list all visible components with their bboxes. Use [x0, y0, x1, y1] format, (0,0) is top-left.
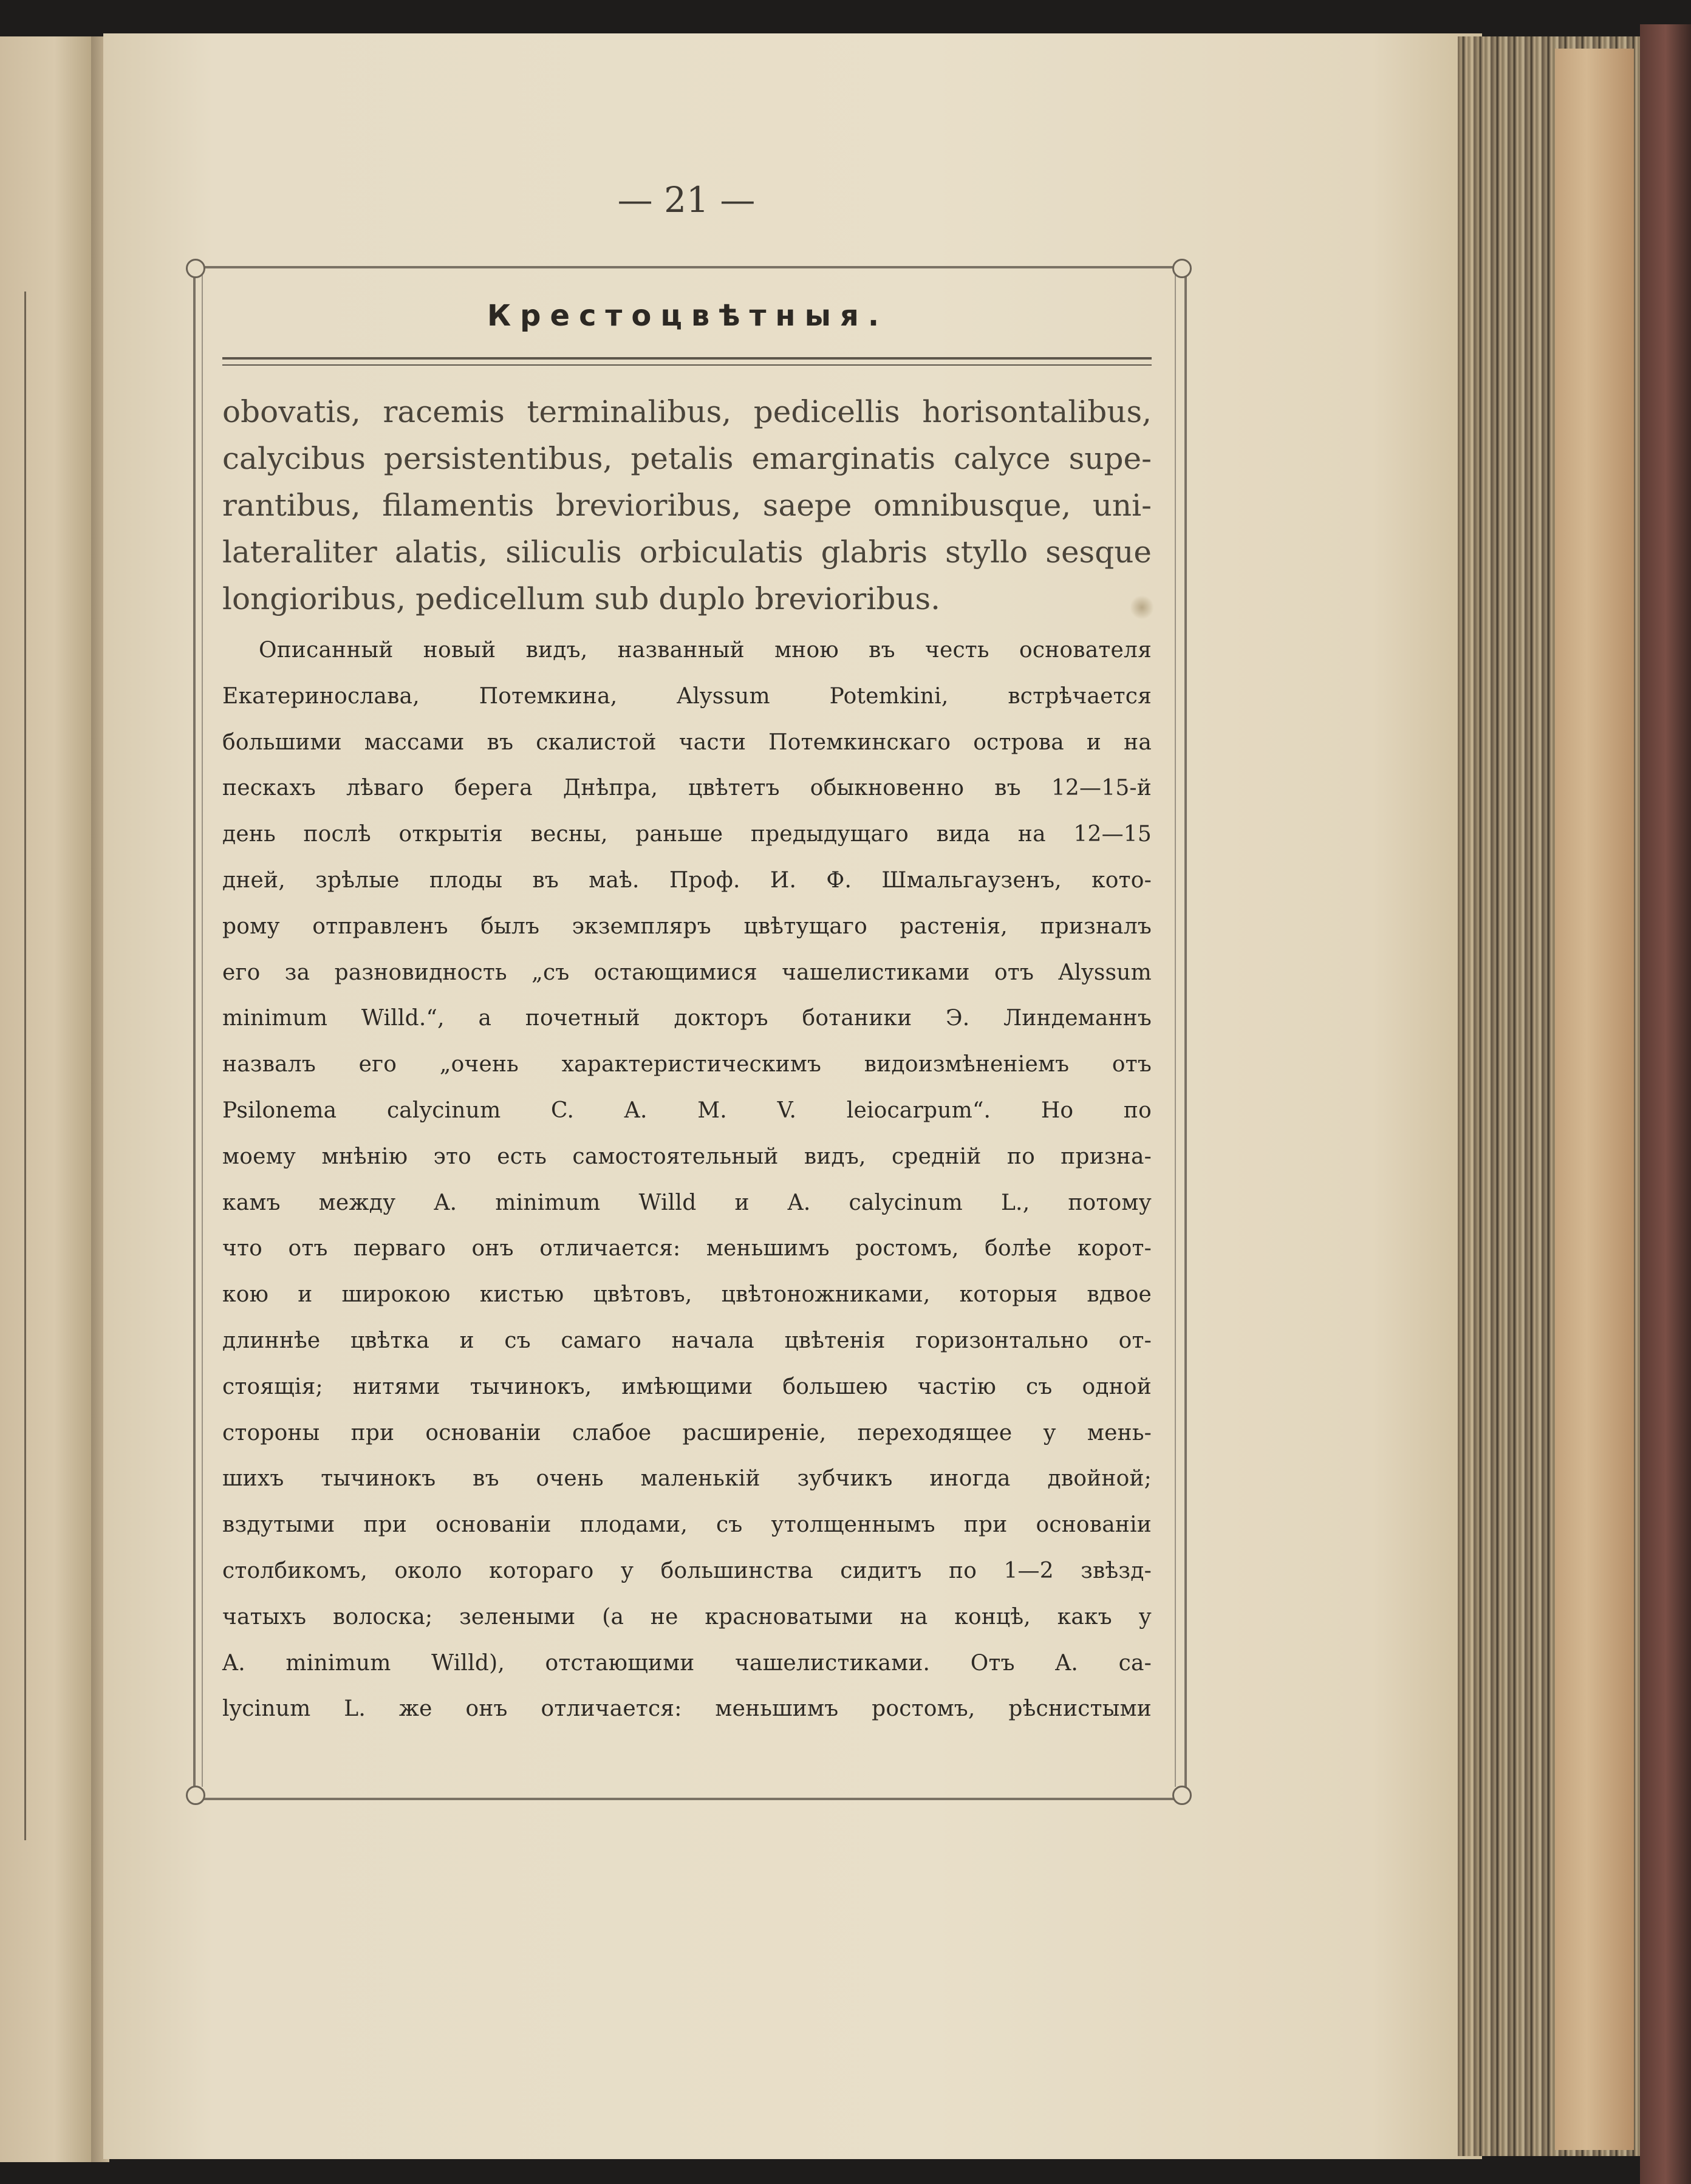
- body-text-line: что отъ перваго онъ отличается: меньшимъ ростомъ, болѣе корот-: [222, 1236, 1152, 1261]
- page-body-text: [222, 389, 1152, 1732]
- body-text-line: кою и широкою кистью цвѣтовъ, цвѣтоножниками, которыя вдвое: [222, 1282, 1152, 1308]
- latin-description-line: obovatis, racemis terminalibus, pedicellis horisontalibus,: [222, 394, 1152, 429]
- latin-description-line: calycibus persistentibus, petalis emarginatis calyce supe-: [222, 441, 1152, 476]
- body-text-line: стороны при основаніи слабое расширеніе, переходящее у мень-: [222, 1420, 1152, 1445]
- body-text-line: столбикомъ, около котораго у большинства сидитъ по 1—2 звѣзд-: [222, 1558, 1152, 1583]
- body-text-line: lycinum L. же онъ отличается: меньшимъ ростомъ, рѣснистыми: [222, 1696, 1152, 1722]
- book-cover-edge: [1640, 24, 1691, 2184]
- body-text-line: длиннѣе цвѣтка и съ самаго начала цвѣтенія горизонтально от-: [222, 1328, 1152, 1353]
- body-text-line: стоящія; нитями тычинокъ, имѣющими большею частію съ одной: [222, 1374, 1152, 1399]
- page-edges-aged: [1555, 49, 1634, 2150]
- body-text-line: вздутыми при основаніи плодами, съ утолщеннымъ при основаніи: [222, 1512, 1152, 1538]
- body-text-line: день послѣ открытія весны, раньше предыдущаго вида на 12—15: [222, 822, 1152, 847]
- body-text-line: Описанный новый видъ, названный мною въ честь основателя: [259, 638, 1152, 663]
- left-facing-page: [0, 36, 91, 2162]
- latin-description-line: longioribus, pedicellum sub duplo brevioribus.: [222, 581, 941, 616]
- latin-description-line: lateraliter alatis, siliculis orbiculatis glabris styllo sesque: [222, 534, 1152, 570]
- frame-corner-ornament-icon: [186, 1786, 205, 1805]
- body-text-line: камъ между A. minimum Willd и A. calycinum L., потому: [222, 1190, 1152, 1215]
- body-text-line: пескахъ лѣваго берега Днѣпра, цвѣтетъ обыкновенно въ 12—15-й: [222, 776, 1152, 801]
- frame-corner-ornament-icon: [186, 259, 205, 278]
- latin-description-line: rantibus, filamentis brevioribus, saepe omnibusque, uni-: [222, 488, 1152, 523]
- body-text-line: дней, зрѣлые плоды въ маѣ. Проф. И. Ф. Шмальгаузенъ, кото-: [222, 867, 1152, 893]
- left-page-frame: [0, 292, 26, 1840]
- title-rule-bottom: [222, 364, 1152, 366]
- body-text-line: шихъ тычинокъ въ очень маленькій зубчикъ иногда двойной;: [222, 1466, 1152, 1492]
- frame-corner-ornament-icon: [1172, 1786, 1192, 1805]
- paper-stain: [1130, 595, 1154, 619]
- body-text-line: Екатеринослава, Потемкина, Alyssum Potemkini, встрѣчается: [222, 683, 1152, 709]
- frame-corner-ornament-icon: [1172, 259, 1192, 278]
- body-text-line: его за разновидность „съ остающимися чашелистиками отъ Alyssum: [222, 960, 1152, 985]
- body-text-line: рому отправленъ былъ экземпляръ цвѣтущаго растенія, призналъ: [222, 913, 1152, 939]
- page-number: — 21 —: [617, 179, 756, 220]
- body-text-line: большими массами въ скалистой части Потемкинскаго острова и на: [222, 729, 1152, 755]
- section-title: Крестоцвѣтныя.: [487, 299, 889, 333]
- body-text-line: назвалъ его „очень характеристическимъ видоизмѣненіемъ отъ: [222, 1052, 1152, 1077]
- body-text-line: моему мнѣнію это есть самостоятельный видъ, средній по призна-: [222, 1144, 1152, 1169]
- body-text-line: Psilonema calycinum C. A. M. V. leiocarpum“. Но по: [222, 1097, 1152, 1123]
- body-text-line: minimum Willd.“, а почетный докторъ ботаники Э. Линдеманнъ: [222, 1006, 1152, 1031]
- body-text-line: чатыхъ волоска; зелеными (а не красноватыми на концѣ, какъ у: [222, 1604, 1152, 1629]
- title-rule-top: [222, 357, 1152, 360]
- body-text-line: A. minimum Willd), отстающими чашелистиками. Отъ A. ca-: [222, 1650, 1152, 1676]
